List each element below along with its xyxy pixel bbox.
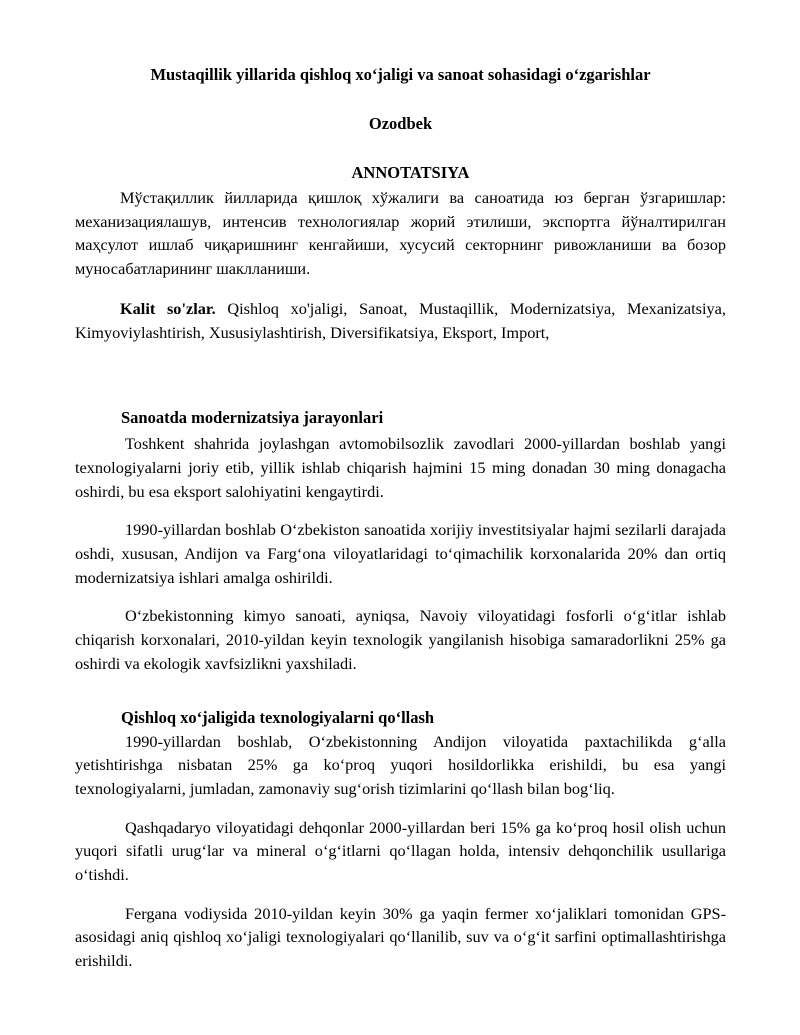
- keywords-paragraph: [75, 297, 726, 344]
- paragraph: 1990-yillardan boshlab, O‘zbekistonning Andijon viloyatida paxtachilikda g‘alla yetishtirishga nisbatan 25% ga ko‘proq yuqori hosildorlikka erishildi, bu esa yangi texnologiyalarni, jumladan, zamonaviy sug‘orish tizimlarini qo‘llash bilan bog‘liq.: [75, 731, 726, 798]
- document-page: [75, 62, 726, 973]
- paragraph: 1990-yillardan boshlab O‘zbekiston sanoatida xorijiy investitsiyalar hajmi sezilarli darajada oshdi, xususan, Andijon va Farg‘ona viloyatlaridagi to‘qimachilik korxonalarida 20% dan ortiq modernizatsiya ishlari amalga oshirildi.: [75, 520, 726, 587]
- paragraph: Qashqadaryo viloyatidagi dehqonlar 2000-yillardan beri 15% ga ko‘proq hosil olish uchun yuqori sifatli urug‘lar va mineral o‘g‘itlarni qo‘llagan holda, intensiv dehqonchilik usullariga o‘tishdi.: [75, 817, 726, 885]
- annotation-text: Мўстақиллик йилларида қишлоқ хўжалиги ва саноатида юз берган ўзгаришлар: механизациялашув, интенсив технологиялар жорий этилиши, экспортга йўналтирилган маҳсулот ишлаб чиқаришнинг кенгайиши, хусусий секторнинг ривожланиши ва бозор муносабатларининг шаклланиши.: [75, 188, 726, 279]
- paragraph: Toshkent shahrida joylashgan avtomobilsozlik zavodlari 2000-yillardan boshlab yangi texnologiyalarni joriy etib, yillik ishlab chiqarish hajmini 15 ming donadan 30 ming donagacha oshirdi, bu esa eksport salohiyatini kengaytirdi.: [75, 434, 726, 501]
- author-name: Ozodbek: [368, 114, 433, 133]
- keywords-list: Qishloq xo'jaligi, Sanoat, Mustaqillik, Modernizatsiya, Mexanizatsiya, Kimyoviylashtirish, Xususiylashtirish, Diversifikatsiya, Eksport, Import,: [75, 298, 726, 342]
- keywords-label: Kalit so'zlar.: [120, 298, 216, 318]
- annotation-heading: ANNOTATSIYA: [351, 163, 470, 182]
- section-heading-agriculture: Qishloq xo‘jaligida texnologiyalarni qo‘llash: [121, 707, 435, 727]
- paragraph: Fergana vodiysida 2010-yildan keyin 30% ga yaqin fermer xo‘jaliklari tomonidan GPS-asosidagi aniq qishloq xo‘jaligi texnologiyalari qo‘llanilib, suv va o‘g‘it sarfini optimallashtirishga erishildi.: [75, 903, 726, 971]
- section-heading-industry: Sanoatda modernizatsiya jarayonlari: [121, 408, 384, 428]
- document-title: Mustaqillik yillarida qishloq xo‘jaligi va sanoat sohasidagi o‘zgarishlar: [150, 65, 651, 84]
- paragraph: O‘zbekistonning kimyo sanoati, ayniqsa, Navoiy viloyatidagi fosforli o‘g‘itlar ishlab chiqarish korxonalari, 2010-yildan keyin texnologik yangilanish hisobiga samaradorlikni 25% ga oshirdi va ekologik xavfsizlikni yaxshiladi.: [75, 606, 726, 673]
